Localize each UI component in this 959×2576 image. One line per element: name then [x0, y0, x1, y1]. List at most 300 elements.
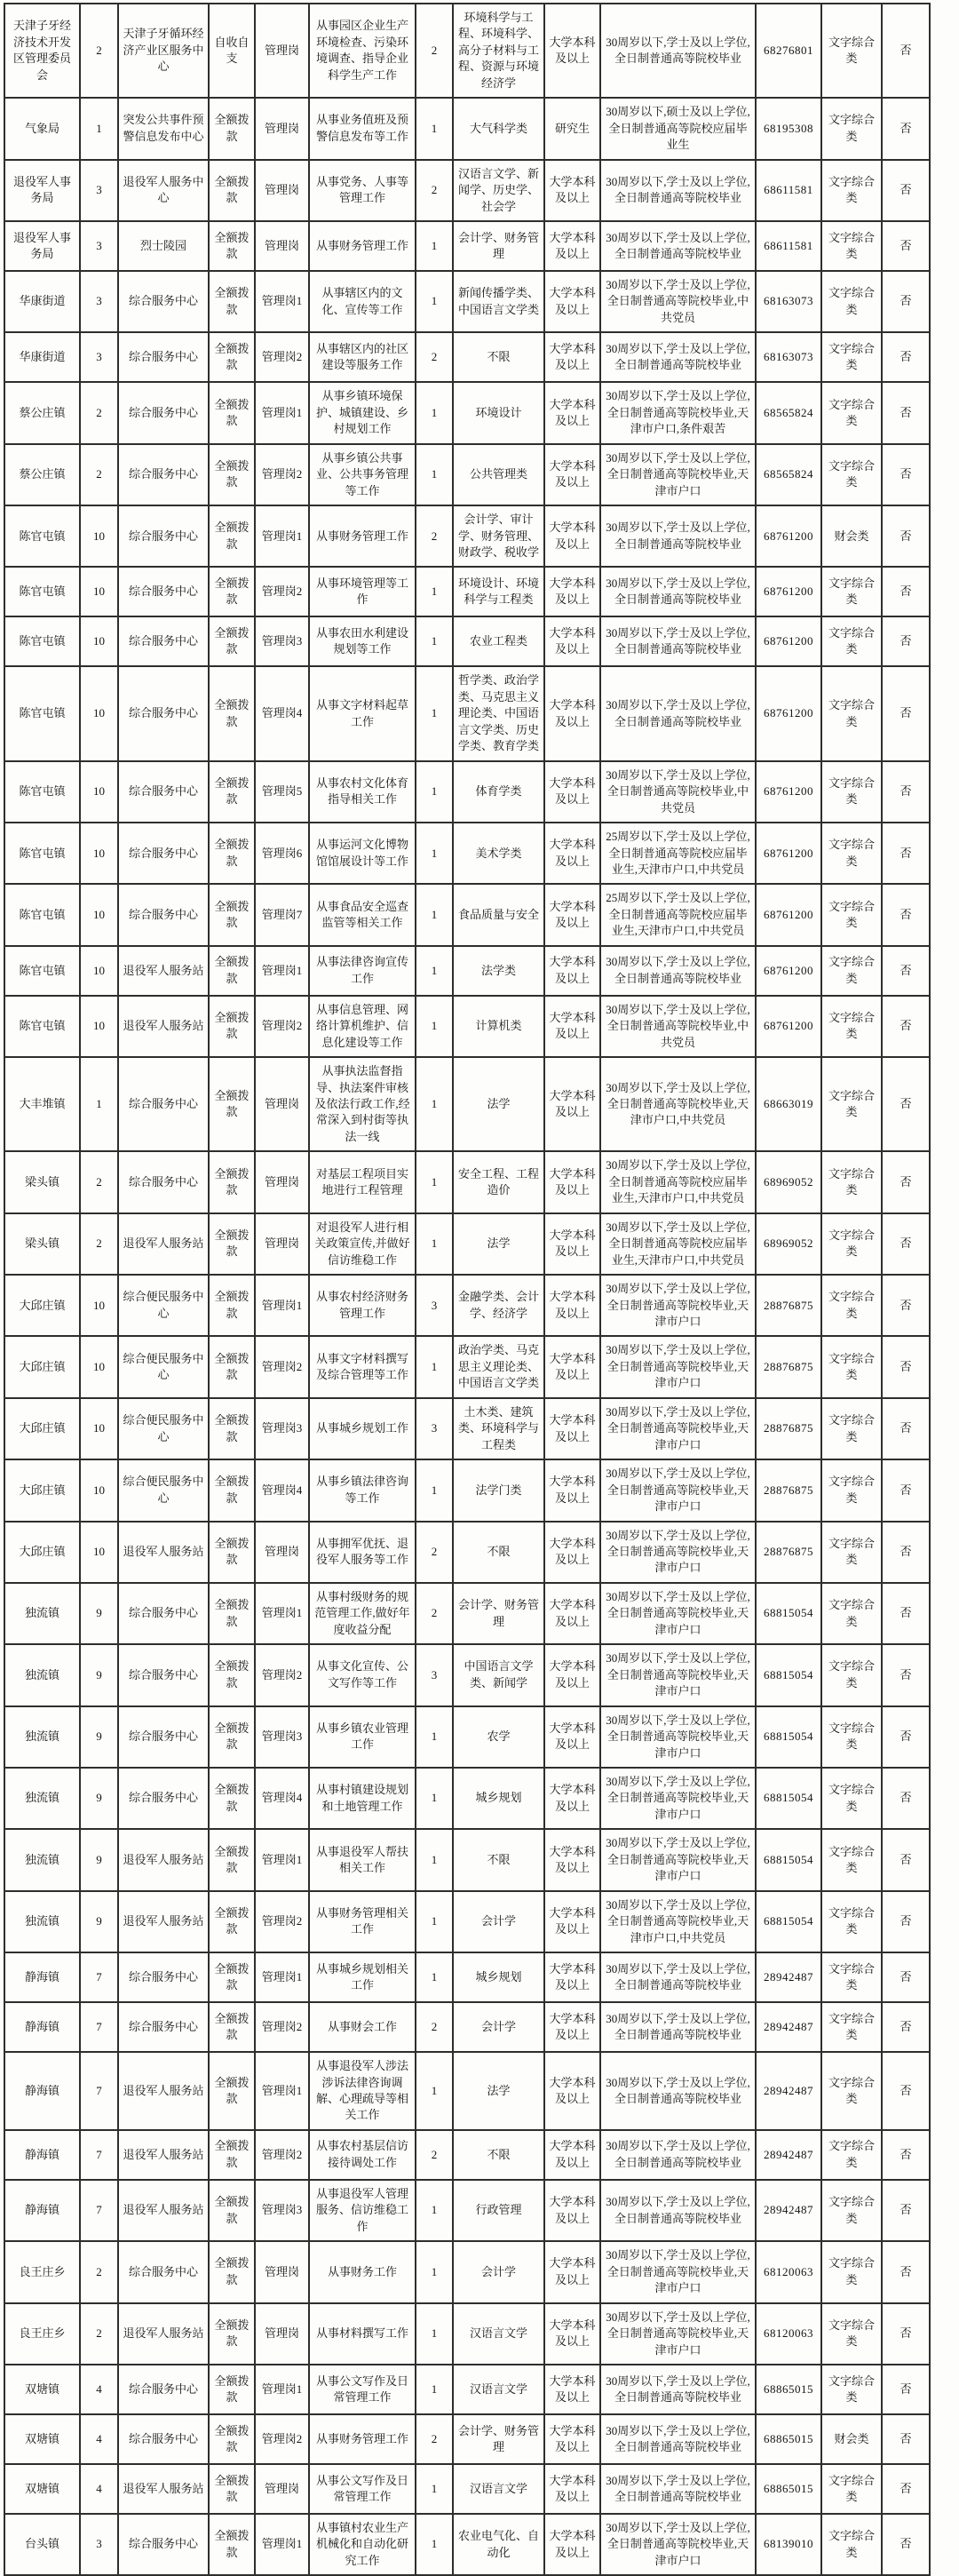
cell-major: 汉语言文学、新闻学、历史学、社会学 [453, 160, 544, 221]
cell-education: 大学本科及以上 [544, 1336, 600, 1397]
cell-funding: 全额拨款 [209, 2365, 255, 2414]
cell-duty: 从事乡镇公共事业、公共事务管理等工作 [309, 444, 416, 505]
cell-category: 文字综合类 [821, 2464, 882, 2514]
cell-requirements: 30周岁以下,学士及以上学位,全日制普通高等院校毕业,天津市户口 [600, 1336, 756, 1397]
cell-openings: 1 [416, 666, 453, 760]
cell-interview: 否 [882, 2180, 930, 2241]
cell-major: 汉语言文学 [453, 2303, 544, 2365]
cell-quota: 9 [80, 1829, 118, 1890]
cell-openings: 1 [416, 2514, 453, 2575]
cell-interview: 否 [882, 1213, 930, 1275]
cell-quota: 10 [80, 1336, 118, 1397]
table-row [4, 2241, 930, 2302]
cell-phone: 68761200 [756, 666, 821, 760]
cell-requirements: 30周岁以下,学士及以上学位,全日制普通高等院校毕业,天津市户口,中共党员 [600, 1057, 756, 1151]
cell-education: 大学本科及以上 [544, 1768, 600, 1829]
cell-interview: 否 [882, 1768, 930, 1829]
cell-quota: 7 [80, 1952, 118, 2002]
cell-quota: 3 [80, 271, 118, 332]
cell-unit: 退役军人服务站 [118, 2130, 209, 2180]
cell-education: 大学本科及以上 [544, 4, 600, 98]
cell-quota: 3 [80, 332, 118, 382]
cell-unit: 天津子牙循环经济产业区服务中心 [118, 4, 209, 98]
cell-major: 汉语言文学 [453, 2464, 544, 2514]
cell-category: 文字综合类 [821, 382, 882, 443]
cell-org: 陈官屯镇 [4, 823, 80, 884]
cell-unit: 综合服务中心 [118, 2241, 209, 2302]
cell-org: 静海镇 [4, 2002, 80, 2052]
cell-openings: 1 [416, 761, 453, 823]
table-row [4, 444, 930, 505]
cell-quota: 10 [80, 1522, 118, 1583]
cell-funding: 全额拨款 [209, 1891, 255, 1952]
cell-phone: 28876875 [756, 1336, 821, 1397]
cell-education: 研究生 [544, 98, 600, 159]
cell-category: 文字综合类 [821, 2002, 882, 2052]
cell-education: 大学本科及以上 [544, 160, 600, 221]
cell-major: 计算机类 [453, 996, 544, 1057]
cell-interview: 否 [882, 160, 930, 221]
cell-duty: 从事乡镇农业管理工作 [309, 1706, 416, 1768]
cell-quota: 4 [80, 2414, 118, 2464]
cell-major: 美术学类 [453, 823, 544, 884]
cell-post: 管理岗 [255, 2464, 309, 2514]
cell-unit: 退役军人服务站 [118, 1829, 209, 1890]
cell-phone: 68865015 [756, 2365, 821, 2414]
cell-requirements: 30周岁以下,学士及以上学位,全日制普通高等院校毕业,天津市户口 [600, 1275, 756, 1336]
cell-education: 大学本科及以上 [544, 1057, 600, 1151]
cell-unit: 综合服务中心 [118, 567, 209, 616]
cell-requirements: 30周岁以下,学士及以上学位,全日制普通高等院校毕业 [600, 666, 756, 760]
cell-unit: 综合便民服务中心 [118, 1275, 209, 1336]
cell-interview: 否 [882, 332, 930, 382]
cell-openings: 1 [416, 2365, 453, 2414]
cell-interview: 否 [882, 271, 930, 332]
cell-duty: 从事园区企业生产环境检查、污染环境调查、指导企业科学生产工作 [309, 4, 416, 98]
table-row [4, 2365, 930, 2414]
cell-unit: 综合服务中心 [118, 382, 209, 443]
cell-org: 蔡公庄镇 [4, 382, 80, 443]
cell-duty: 从事退役军人帮扶相关工作 [309, 1829, 416, 1890]
cell-category: 文字综合类 [821, 823, 882, 884]
cell-post: 管理岗1 [255, 271, 309, 332]
cell-duty: 从事党务、人事等管理工作 [309, 160, 416, 221]
cell-interview: 否 [882, 221, 930, 271]
cell-post: 管理岗 [255, 1057, 309, 1151]
cell-quota: 2 [80, 1151, 118, 1212]
cell-quota: 10 [80, 761, 118, 823]
cell-requirements: 30周岁以下,学士及以上学位,全日制普通高等院校毕业,天津市户口 [600, 1829, 756, 1890]
cell-quota: 4 [80, 2464, 118, 2514]
cell-quota: 10 [80, 946, 118, 996]
cell-category: 财会类 [821, 505, 882, 567]
cell-interview: 否 [882, 1583, 930, 1644]
cell-education: 大学本科及以上 [544, 2414, 600, 2464]
cell-duty: 从事文化宣传、公文写作等工作 [309, 1644, 416, 1705]
cell-funding: 全额拨款 [209, 1459, 255, 1521]
cell-major: 环境科学与工程、环境科学、高分子材料与工程、资源与环境经济学 [453, 4, 544, 98]
cell-quota: 3 [80, 160, 118, 221]
cell-requirements: 30周岁以下,学士及以上学位,全日制普通高等院校毕业 [600, 2002, 756, 2052]
cell-org: 台头镇 [4, 2514, 80, 2575]
cell-org: 退役军人事务局 [4, 221, 80, 271]
table-row [4, 1336, 930, 1397]
cell-phone: 68969052 [756, 1213, 821, 1275]
cell-category: 文字综合类 [821, 1398, 882, 1459]
cell-unit: 综合服务中心 [118, 1952, 209, 2002]
table-body [4, 4, 930, 2575]
table-row [4, 98, 930, 159]
cell-org: 气象局 [4, 98, 80, 159]
cell-category: 文字综合类 [821, 271, 882, 332]
cell-quota: 3 [80, 221, 118, 271]
cell-education: 大学本科及以上 [544, 996, 600, 1057]
cell-phone: 68565824 [756, 444, 821, 505]
cell-funding: 全额拨款 [209, 2303, 255, 2365]
cell-post: 管理岗4 [255, 1459, 309, 1521]
cell-major: 哲学类、政治学类、马克思主义理论类、中国语言文学类、历史学类、教育学类 [453, 666, 544, 760]
cell-requirements: 30周岁以下,学士及以上学位,全日制普通高等院校毕业 [600, 567, 756, 616]
cell-duty: 从事法律咨询宣传工作 [309, 946, 416, 996]
cell-unit: 退役军人服务站 [118, 2180, 209, 2241]
cell-category: 文字综合类 [821, 221, 882, 271]
cell-phone: 68163073 [756, 271, 821, 332]
cell-quota: 9 [80, 1583, 118, 1644]
cell-requirements: 30周岁以下,学士及以上学位,全日制普通高等院校毕业,天津市户口 [600, 1706, 756, 1768]
cell-unit: 退役军人服务站 [118, 1891, 209, 1952]
cell-openings: 1 [416, 1213, 453, 1275]
cell-post: 管理岗3 [255, 2180, 309, 2241]
cell-openings: 2 [416, 2130, 453, 2180]
table-row [4, 1459, 930, 1521]
cell-quota: 7 [80, 2002, 118, 2052]
cell-funding: 自收自支 [209, 4, 255, 98]
cell-openings: 1 [416, 1768, 453, 1829]
cell-requirements: 30周岁以下,学士及以上学位,全日制普通高等院校毕业 [600, 2414, 756, 2464]
cell-unit: 综合服务中心 [118, 1644, 209, 1705]
cell-requirements: 30周岁以下,学士及以上学位,全日制普通高等院校毕业,天津市户口 [600, 444, 756, 505]
cell-phone: 68611581 [756, 160, 821, 221]
cell-phone: 68815054 [756, 1829, 821, 1890]
cell-duty: 从事财务管理工作 [309, 221, 416, 271]
cell-major: 中国语言文学类、新闻学 [453, 1644, 544, 1705]
cell-major: 法学门类 [453, 1459, 544, 1521]
cell-org: 良王庄乡 [4, 2303, 80, 2365]
cell-openings: 2 [416, 4, 453, 98]
cell-duty: 从事财务工作 [309, 2241, 416, 2302]
cell-requirements: 30周岁以下,学士及以上学位,全日制普通高等院校毕业,天津市户口,中共党员 [600, 1891, 756, 1952]
cell-duty: 从事农村文化体育指导相关工作 [309, 761, 416, 823]
cell-funding: 全额拨款 [209, 2002, 255, 2052]
cell-education: 大学本科及以上 [544, 1213, 600, 1275]
cell-unit: 综合服务中心 [118, 823, 209, 884]
cell-education: 大学本科及以上 [544, 1398, 600, 1459]
cell-duty: 从事农田水利建设规划等工作 [309, 616, 416, 666]
cell-funding: 全额拨款 [209, 382, 255, 443]
cell-education: 大学本科及以上 [544, 2464, 600, 2514]
table-row [4, 1275, 930, 1336]
cell-org: 独流镇 [4, 1706, 80, 1768]
cell-openings: 1 [416, 1706, 453, 1768]
cell-major: 会计学 [453, 1891, 544, 1952]
cell-phone: 68276801 [756, 4, 821, 98]
cell-unit: 综合服务中心 [118, 1151, 209, 1212]
cell-interview: 否 [882, 2130, 930, 2180]
cell-quota: 2 [80, 444, 118, 505]
cell-category: 文字综合类 [821, 1459, 882, 1521]
cell-funding: 全额拨款 [209, 884, 255, 945]
cell-phone: 68761200 [756, 761, 821, 823]
table-row [4, 567, 930, 616]
cell-org: 独流镇 [4, 1583, 80, 1644]
cell-openings: 2 [416, 2002, 453, 2052]
cell-duty: 从事村级财务的规范管理工作,做好年度收益分配 [309, 1583, 416, 1644]
cell-phone: 68815054 [756, 1891, 821, 1952]
cell-duty: 从事镇村农业生产机械化和自动化研究工作 [309, 2514, 416, 2575]
cell-org: 静海镇 [4, 2052, 80, 2130]
cell-phone: 68815054 [756, 1583, 821, 1644]
cell-duty: 从事信息管理、网络计算机维护、信息化建设等工作 [309, 996, 416, 1057]
cell-interview: 否 [882, 2365, 930, 2414]
cell-duty: 从事乡镇环境保护、城镇建设、乡村规划工作 [309, 382, 416, 443]
cell-duty: 从事环境管理等工作 [309, 567, 416, 616]
cell-duty: 从事农村经济财务管理工作 [309, 1275, 416, 1336]
cell-phone: 68969052 [756, 1151, 821, 1212]
cell-funding: 全额拨款 [209, 221, 255, 271]
cell-education: 大学本科及以上 [544, 946, 600, 996]
cell-interview: 否 [882, 1398, 930, 1459]
cell-major: 城乡规划 [453, 1768, 544, 1829]
cell-interview: 否 [882, 884, 930, 945]
cell-major: 不限 [453, 2130, 544, 2180]
cell-education: 大学本科及以上 [544, 1952, 600, 2002]
cell-phone: 68761200 [756, 946, 821, 996]
cell-unit: 退役军人服务站 [118, 2052, 209, 2130]
cell-major: 新闻传播学类、中国语言文学类 [453, 271, 544, 332]
cell-category: 文字综合类 [821, 2130, 882, 2180]
cell-phone: 68865015 [756, 2464, 821, 2514]
cell-duty: 从事退役军人涉法涉诉法律咨询调解、心理疏导等相关工作 [309, 2052, 416, 2130]
cell-openings: 1 [416, 1336, 453, 1397]
cell-post: 管理岗1 [255, 2052, 309, 2130]
table-row [4, 1213, 930, 1275]
cell-duty: 从事退役军人管理服务、信访维稳工作 [309, 2180, 416, 2241]
cell-funding: 全额拨款 [209, 761, 255, 823]
cell-duty: 从事文字材料撰写及综合管理等工作 [309, 1336, 416, 1397]
cell-major: 汉语言文学 [453, 2365, 544, 2414]
cell-openings: 1 [416, 616, 453, 666]
cell-duty: 对退役军人进行相关政策宣传,并做好信访维稳工作 [309, 1213, 416, 1275]
cell-openings: 1 [416, 1459, 453, 1521]
cell-org: 陈官屯镇 [4, 666, 80, 760]
cell-category: 文字综合类 [821, 946, 882, 996]
cell-openings: 1 [416, 884, 453, 945]
cell-funding: 全额拨款 [209, 98, 255, 159]
cell-major: 法学 [453, 1057, 544, 1151]
cell-major: 公共管理类 [453, 444, 544, 505]
cell-requirements: 30周岁以下,学士及以上学位,全日制普通高等院校毕业 [600, 616, 756, 666]
cell-funding: 全额拨款 [209, 332, 255, 382]
cell-openings: 2 [416, 2414, 453, 2464]
cell-post: 管理岗 [255, 2241, 309, 2302]
cell-org: 独流镇 [4, 1768, 80, 1829]
cell-post: 管理岗1 [255, 505, 309, 567]
cell-category: 文字综合类 [821, 616, 882, 666]
cell-interview: 否 [882, 1952, 930, 2002]
cell-post: 管理岗4 [255, 666, 309, 760]
cell-major: 环境设计、环境科学与工程类 [453, 567, 544, 616]
cell-phone: 28942487 [756, 2180, 821, 2241]
cell-funding: 全额拨款 [209, 1336, 255, 1397]
cell-requirements: 30周岁以下,学士及以上学位,全日制普通高等院校毕业 [600, 2365, 756, 2414]
cell-interview: 否 [882, 1706, 930, 1768]
cell-requirements: 30周岁以下,学士及以上学位,全日制普通高等院校毕业,中共党员 [600, 271, 756, 332]
cell-major: 会计学、财务管理 [453, 1583, 544, 1644]
cell-duty: 从事财务管理工作 [309, 505, 416, 567]
cell-post: 管理岗 [255, 98, 309, 159]
cell-unit: 综合服务中心 [118, 616, 209, 666]
cell-post: 管理岗 [255, 221, 309, 271]
cell-major: 会计学 [453, 2241, 544, 2302]
cell-openings: 1 [416, 382, 453, 443]
cell-funding: 全额拨款 [209, 271, 255, 332]
cell-category: 文字综合类 [821, 2241, 882, 2302]
cell-category: 文字综合类 [821, 4, 882, 98]
cell-post: 管理岗2 [255, 1644, 309, 1705]
cell-education: 大学本科及以上 [544, 1522, 600, 1583]
cell-quota: 9 [80, 1706, 118, 1768]
cell-openings: 1 [416, 567, 453, 616]
cell-category: 文字综合类 [821, 1644, 882, 1705]
cell-funding: 全额拨款 [209, 2180, 255, 2241]
cell-duty: 从事拥军优抚、退役军人服务等工作 [309, 1522, 416, 1583]
cell-education: 大学本科及以上 [544, 2241, 600, 2302]
cell-requirements: 30周岁以下,学士及以上学位,全日制普通高等院校毕业 [600, 1952, 756, 2002]
table-row [4, 884, 930, 945]
cell-openings: 1 [416, 98, 453, 159]
cell-unit: 综合服务中心 [118, 2002, 209, 2052]
cell-org: 陈官屯镇 [4, 505, 80, 567]
cell-requirements: 30周岁以下,学士及以上学位,全日制普通高等院校毕业,天津市户口 [600, 1768, 756, 1829]
cell-major: 安全工程、工程造价 [453, 1151, 544, 1212]
cell-quota: 9 [80, 1644, 118, 1705]
cell-unit: 综合服务中心 [118, 2414, 209, 2464]
cell-requirements: 30周岁以下,学士及以上学位,全日制普通高等院校毕业,中共党员 [600, 996, 756, 1057]
cell-education: 大学本科及以上 [544, 332, 600, 382]
cell-requirements: 30周岁以下,学士及以上学位,全日制普通高等院校毕业 [600, 946, 756, 996]
cell-education: 大学本科及以上 [544, 271, 600, 332]
cell-requirements: 30周岁以下,学士及以上学位,全日制普通高等院校毕业,天津市户口 [600, 1398, 756, 1459]
cell-category: 文字综合类 [821, 1891, 882, 1952]
cell-phone: 68815054 [756, 1644, 821, 1705]
cell-quota: 2 [80, 382, 118, 443]
cell-education: 大学本科及以上 [544, 1583, 600, 1644]
cell-org: 梁头镇 [4, 1213, 80, 1275]
cell-funding: 全额拨款 [209, 444, 255, 505]
cell-unit: 退役军人服务站 [118, 1213, 209, 1275]
cell-interview: 否 [882, 98, 930, 159]
cell-unit: 综合服务中心 [118, 505, 209, 567]
cell-phone: 68761200 [756, 567, 821, 616]
cell-org: 双塘镇 [4, 2414, 80, 2464]
cell-org: 陈官屯镇 [4, 761, 80, 823]
cell-phone: 68815054 [756, 1768, 821, 1829]
cell-category: 文字综合类 [821, 444, 882, 505]
cell-major: 农业工程类 [453, 616, 544, 666]
cell-category: 文字综合类 [821, 2180, 882, 2241]
cell-funding: 全额拨款 [209, 505, 255, 567]
cell-funding: 全额拨款 [209, 2514, 255, 2575]
cell-org: 大邱庄镇 [4, 1275, 80, 1336]
cell-interview: 否 [882, 823, 930, 884]
cell-category: 文字综合类 [821, 1275, 882, 1336]
cell-unit: 综合便民服务中心 [118, 1398, 209, 1459]
cell-requirements: 30周岁以下,学士及以上学位,全日制普通高等院校毕业,天津市户口 [600, 2303, 756, 2365]
cell-quota: 10 [80, 884, 118, 945]
cell-post: 管理岗6 [255, 823, 309, 884]
cell-duty: 从事辖区内的文化、宣传等工作 [309, 271, 416, 332]
cell-phone: 28876875 [756, 1459, 821, 1521]
cell-phone: 68120063 [756, 2241, 821, 2302]
cell-post: 管理岗1 [255, 1952, 309, 2002]
cell-unit: 烈士陵园 [118, 221, 209, 271]
cell-category: 文字综合类 [821, 1151, 882, 1212]
cell-quota: 10 [80, 1275, 118, 1336]
cell-org: 静海镇 [4, 2130, 80, 2180]
cell-education: 大学本科及以上 [544, 823, 600, 884]
cell-duty: 从事执法监督指导、执法案件审核及依法行政工作,经常深入到村街等执法一线 [309, 1057, 416, 1151]
cell-interview: 否 [882, 1522, 930, 1583]
cell-category: 文字综合类 [821, 761, 882, 823]
cell-requirements: 30周岁以下,学士及以上学位,全日制普通高等院校毕业,天津市户口 [600, 2514, 756, 2575]
cell-phone: 68120063 [756, 2303, 821, 2365]
cell-interview: 否 [882, 1459, 930, 1521]
cell-post: 管理岗4 [255, 1768, 309, 1829]
cell-duty: 从事公文写作及日常管理工作 [309, 2365, 416, 2414]
table-row [4, 1891, 930, 1952]
cell-interview: 否 [882, 2514, 930, 2575]
cell-major: 金融学类、会计学、经济学 [453, 1275, 544, 1336]
table-row [4, 1644, 930, 1705]
cell-duty: 从事业务值班及预警信息发布等工作 [309, 98, 416, 159]
cell-education: 大学本科及以上 [544, 666, 600, 760]
cell-duty: 从事文字材料起草工作 [309, 666, 416, 760]
cell-funding: 全额拨款 [209, 823, 255, 884]
cell-quota: 9 [80, 1891, 118, 1952]
cell-org: 大邱庄镇 [4, 1459, 80, 1521]
cell-major: 农学 [453, 1706, 544, 1768]
cell-major: 环境设计 [453, 382, 544, 443]
cell-interview: 否 [882, 616, 930, 666]
cell-quota: 1 [80, 1057, 118, 1151]
cell-org: 静海镇 [4, 1952, 80, 2002]
cell-category: 文字综合类 [821, 2303, 882, 2365]
cell-funding: 全额拨款 [209, 1275, 255, 1336]
cell-post: 管理岗 [255, 1151, 309, 1212]
cell-quota: 2 [80, 1213, 118, 1275]
cell-requirements: 30周岁以下,学士及以上学位,全日制普通高等院校应届毕业生,天津市户口,中共党员 [600, 1151, 756, 1212]
cell-education: 大学本科及以上 [544, 221, 600, 271]
cell-category: 文字综合类 [821, 160, 882, 221]
table-row [4, 1706, 930, 1768]
cell-education: 大学本科及以上 [544, 2514, 600, 2575]
cell-education: 大学本科及以上 [544, 2180, 600, 2241]
cell-post: 管理岗 [255, 2303, 309, 2365]
cell-major: 法学类 [453, 946, 544, 996]
cell-unit: 综合服务中心 [118, 1768, 209, 1829]
table-row [4, 1398, 930, 1459]
cell-funding: 全额拨款 [209, 2414, 255, 2464]
